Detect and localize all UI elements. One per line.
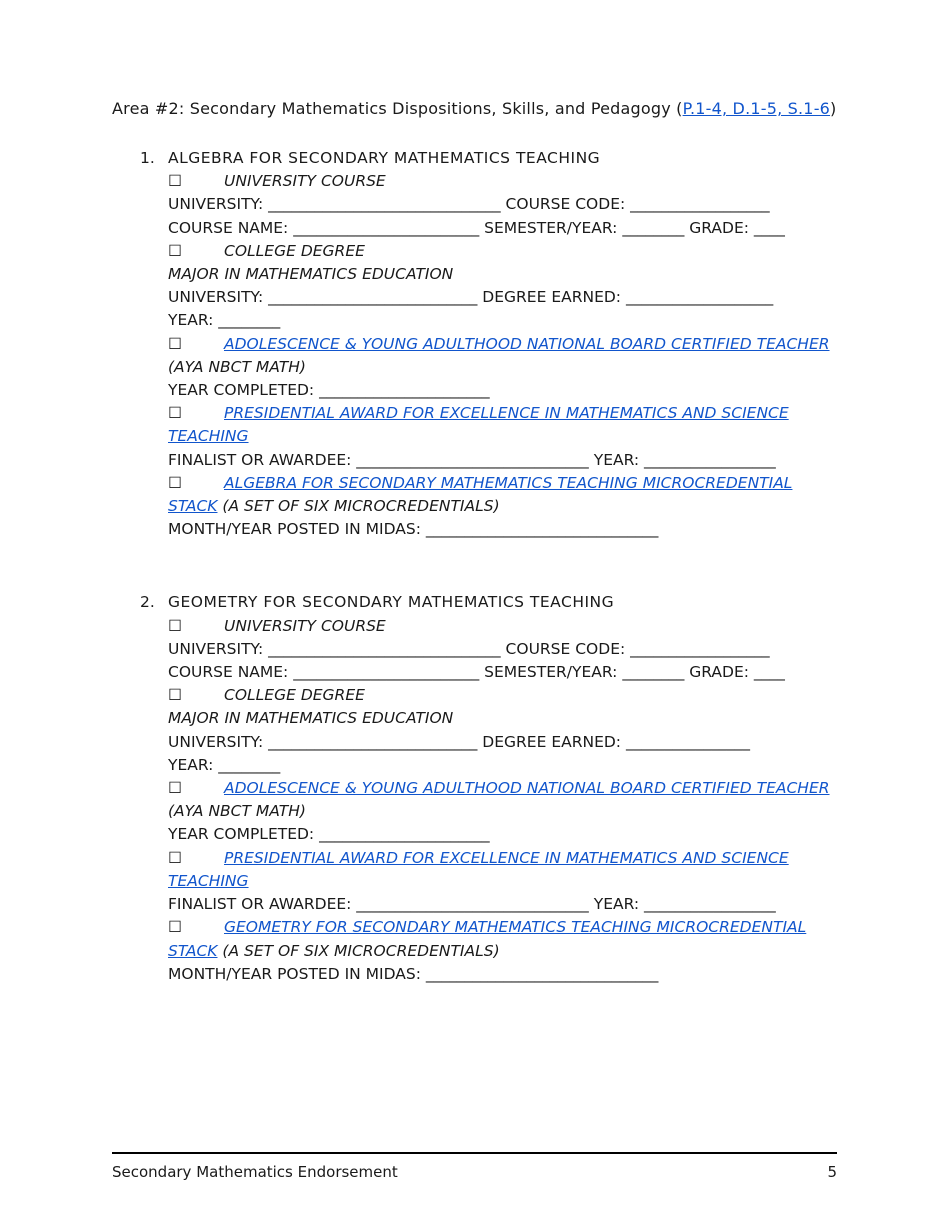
checkbox-university-course[interactable]: ☐ xyxy=(168,616,182,635)
page-footer xyxy=(112,1152,837,1181)
paemst-option xyxy=(168,847,837,893)
paemst-option xyxy=(168,402,837,448)
area-heading-close: ) xyxy=(830,99,837,118)
college-degree-label: COLLEGE DEGREE xyxy=(224,241,365,260)
university-course-code-line: UNIVERSITY: ______________________________ COURSE CODE: __________________ xyxy=(168,639,770,658)
university-course-option xyxy=(168,615,837,638)
section-number: 1. xyxy=(140,149,155,167)
degree-year-line: YEAR: ________ xyxy=(168,311,281,330)
section-title: ALGEBRA FOR SECONDARY MATHEMATICS TEACHING xyxy=(168,149,601,167)
page-number: 5 xyxy=(827,1163,837,1181)
university-course-label: UNIVERSITY COURSE xyxy=(224,172,386,191)
microcredential-option xyxy=(168,916,837,962)
standards-link[interactable]: P.1-4, D.1-5, S.1-6 xyxy=(682,99,831,118)
checkbox-microcredential[interactable]: ☐ xyxy=(168,918,182,937)
degree-university-line: UNIVERSITY: ___________________________ DEGREE EARNED: ___________________ xyxy=(168,288,774,307)
section-number: 2. xyxy=(140,593,155,612)
microcredential-link[interactable]: ALGEBRA FOR SECONDARY MATHEMATICS TEACHING MICROCREDENTIAL STACK xyxy=(168,473,793,516)
nbct-year-line: YEAR COMPLETED: ______________________ xyxy=(168,825,490,844)
degree-major: MAJOR IN MATHEMATICS EDUCATION xyxy=(168,709,454,728)
checkbox-university-course[interactable]: ☐ xyxy=(168,172,182,191)
degree-major: MAJOR IN MATHEMATICS EDUCATION xyxy=(168,265,454,284)
section-algebra xyxy=(112,147,837,541)
checkbox-nbct[interactable]: ☐ xyxy=(168,779,182,798)
nbct-suffix: (AYA NBCT MATH) xyxy=(168,802,306,821)
checkbox-paemst[interactable]: ☐ xyxy=(168,404,182,423)
checkbox-college-degree[interactable]: ☐ xyxy=(168,686,182,705)
paemst-link[interactable]: PRESIDENTIAL AWARD FOR EXCELLENCE IN MATHEMATICS AND SCIENCE TEACHING xyxy=(168,848,789,890)
college-degree-option xyxy=(168,240,837,263)
degree-university-line: UNIVERSITY: ___________________________ DEGREE EARNED: ________________ xyxy=(168,732,750,751)
midas-line: MONTH/YEAR POSTED IN MIDAS: ______________________________ xyxy=(168,964,659,983)
nbct-option xyxy=(168,333,837,379)
microcredential-option xyxy=(168,472,837,518)
microcredential-suffix: (A SET OF SIX MICROCREDENTIALS) xyxy=(217,497,500,516)
area-heading xyxy=(112,97,837,120)
course-name-line: COURSE NAME: ________________________ SEMESTER/YEAR: ________ GRADE: ____ xyxy=(168,663,785,682)
section-geometry xyxy=(112,591,837,985)
university-course-label: UNIVERSITY COURSE xyxy=(224,616,386,635)
university-course-option xyxy=(168,170,837,193)
area-heading-text: Area #2: Secondary Mathematics Dispositions, Skills, and Pedagogy ( xyxy=(112,99,683,118)
college-degree-option xyxy=(168,684,837,707)
college-degree-label: COLLEGE DEGREE xyxy=(224,686,365,705)
midas-line: MONTH/YEAR POSTED IN MIDAS: ______________________________ xyxy=(168,520,659,539)
university-course-code-line: UNIVERSITY: ______________________________ COURSE CODE: __________________ xyxy=(168,195,770,214)
footer-title: Secondary Mathematics Endorsement xyxy=(112,1163,398,1181)
nbct-link[interactable]: ADOLESCENCE & YOUNG ADULTHOOD NATIONAL BOARD CERTIFIED TEACHER xyxy=(224,334,830,353)
checkbox-microcredential[interactable]: ☐ xyxy=(168,473,182,492)
paemst-link[interactable]: PRESIDENTIAL AWARD FOR EXCELLENCE IN MATHEMATICS AND SCIENCE TEACHING xyxy=(168,404,789,446)
nbct-year-line: YEAR COMPLETED: ______________________ xyxy=(168,381,490,400)
degree-year-line: YEAR: ________ xyxy=(168,755,281,774)
microcredential-suffix: (A SET OF SIX MICROCREDENTIALS) xyxy=(217,941,500,960)
checkbox-nbct[interactable]: ☐ xyxy=(168,334,182,353)
paemst-line: FINALIST OR AWARDEE: ______________________________ YEAR: _________________ xyxy=(168,895,776,914)
checkbox-college-degree[interactable]: ☐ xyxy=(168,241,182,260)
section-title: GEOMETRY FOR SECONDARY MATHEMATICS TEACHING xyxy=(168,593,615,612)
course-name-line: COURSE NAME: ________________________ SEMESTER/YEAR: ________ GRADE: ____ xyxy=(168,218,785,237)
nbct-suffix: (AYA NBCT MATH) xyxy=(168,357,306,376)
nbct-option xyxy=(168,777,837,823)
document-page xyxy=(112,97,837,986)
checkbox-paemst[interactable]: ☐ xyxy=(168,848,182,867)
paemst-line: FINALIST OR AWARDEE: ______________________________ YEAR: _________________ xyxy=(168,450,776,469)
microcredential-link[interactable]: GEOMETRY FOR SECONDARY MATHEMATICS TEACHING MICROCREDENTIAL STACK xyxy=(168,918,807,960)
nbct-link[interactable]: ADOLESCENCE & YOUNG ADULTHOOD NATIONAL BOARD CERTIFIED TEACHER xyxy=(224,779,830,798)
